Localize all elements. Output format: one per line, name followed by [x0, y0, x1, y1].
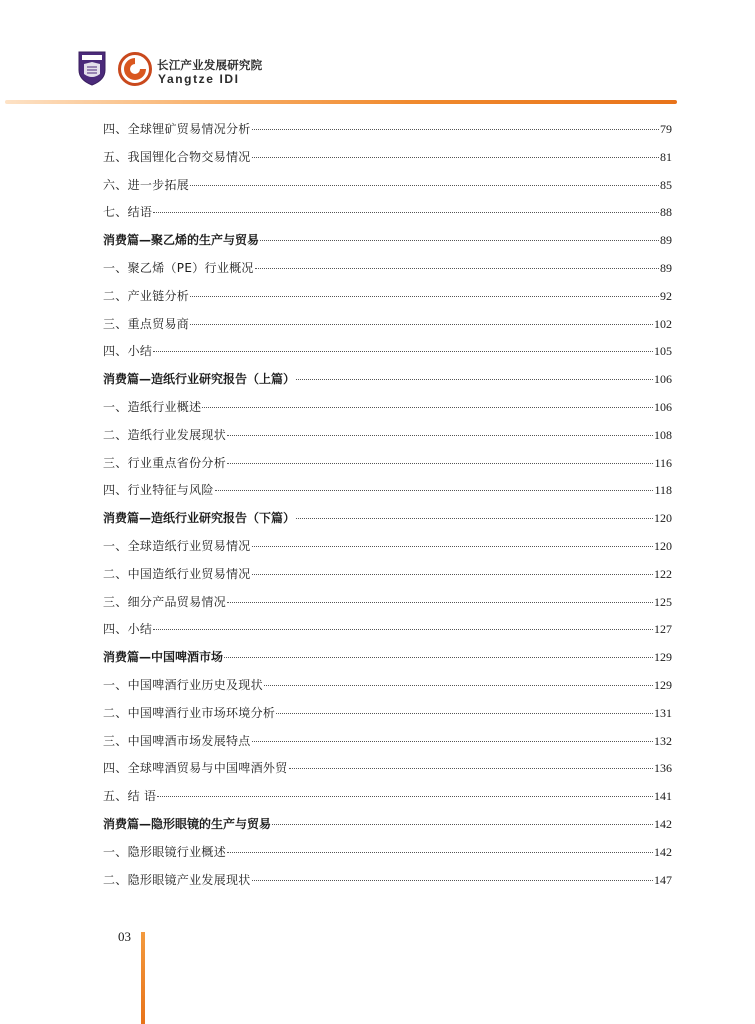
toc-entry[interactable] — [103, 728, 672, 756]
header-divider — [5, 100, 677, 104]
toc-entry-page: 147 — [654, 872, 672, 887]
toc-entry[interactable] — [103, 338, 672, 366]
toc-entry-page: 108 — [654, 427, 672, 442]
toc-entry-page: 88 — [660, 205, 672, 220]
toc-entry-page: 129 — [654, 677, 672, 692]
toc-entry-title: 二、造纸行业发展现状 — [103, 427, 227, 442]
toc-entry-title: 三、细分产品贸易情况 — [103, 594, 227, 609]
dot-leader — [190, 185, 659, 186]
toc-entry-title: 六、进一步拓展 — [103, 177, 190, 192]
toc-entry-title: 二、中国啤酒行业市场环境分析 — [103, 705, 276, 720]
toc-entry-title: 七、结语 — [103, 205, 153, 220]
toc-entry-title: 三、重点贸易商 — [103, 316, 190, 331]
toc-entry-title: 消费篇—聚乙烯的生产与贸易 — [103, 233, 260, 248]
org-name-en: Yangtze IDI — [158, 72, 240, 86]
toc-entry-title: 消费篇—造纸行业研究报告（上篇） — [103, 372, 296, 387]
toc-entry-title: 三、中国啤酒市场发展特点 — [103, 733, 251, 748]
dot-leader — [224, 657, 653, 658]
dot-leader — [202, 407, 653, 408]
dot-leader — [227, 852, 653, 853]
toc-entry-page: 106 — [654, 372, 672, 387]
toc-entry-page: 102 — [654, 316, 672, 331]
toc-entry-page: 122 — [654, 566, 672, 581]
page-number: 03 — [118, 929, 131, 944]
toc-entry[interactable] — [103, 672, 672, 700]
toc-entry-title: 五、结 语 — [103, 789, 157, 804]
toc-entry[interactable] — [103, 533, 672, 561]
toc-entry[interactable] — [103, 144, 672, 172]
toc-entry-title: 一、聚乙烯（PE）行业概况 — [103, 260, 254, 275]
toc-entry-page: 132 — [654, 733, 672, 748]
toc-entry-page: 142 — [654, 816, 672, 831]
dot-leader — [190, 296, 659, 297]
toc-entry[interactable] — [103, 199, 672, 227]
toc-entry-page: 89 — [660, 260, 672, 275]
toc-entry-title: 二、隐形眼镜产业发展现状 — [103, 872, 251, 887]
toc-entry-page: 142 — [654, 844, 672, 859]
toc-entry[interactable] — [103, 422, 672, 450]
toc-entry-page: 79 — [660, 122, 672, 136]
toc-entry-page: 120 — [654, 538, 672, 553]
toc-entry-title: 四、行业特征与风险 — [103, 483, 214, 498]
toc-entry-title: 四、小结 — [103, 344, 153, 359]
toc-entry-page: 125 — [654, 594, 672, 609]
toc-entry-page: 141 — [654, 789, 672, 804]
toc-entry-page: 105 — [654, 344, 672, 359]
toc-section-heading[interactable] — [103, 644, 672, 672]
toc-entry-page: 129 — [654, 650, 672, 665]
toc-entry-title: 三、行业重点省份分析 — [103, 455, 227, 470]
org-name-cn: 长江产业发展研究院 — [157, 58, 263, 72]
toc-entry[interactable] — [103, 783, 672, 811]
toc-entry-title: 一、造纸行业概述 — [103, 399, 202, 414]
toc-entry[interactable] — [103, 839, 672, 867]
toc-entry[interactable] — [103, 616, 672, 644]
toc-section-heading[interactable] — [103, 811, 672, 839]
toc-entry[interactable] — [103, 283, 672, 311]
toc-entry-page: 131 — [654, 705, 672, 720]
toc-entry-title: 消费篇—隐形眼镜的生产与贸易 — [103, 816, 272, 831]
toc-entry[interactable] — [103, 255, 672, 283]
toc-entry[interactable] — [103, 450, 672, 478]
table-of-contents — [103, 116, 672, 894]
toc-entry-title: 四、小结 — [103, 622, 153, 637]
dot-leader — [276, 713, 653, 714]
dot-leader — [264, 685, 653, 686]
yangtze-idi-logo-icon — [118, 52, 152, 86]
dot-leader — [260, 240, 659, 241]
toc-entry[interactable] — [103, 311, 672, 339]
toc-entry-page: 106 — [654, 399, 672, 414]
toc-entry-title: 消费篇—中国啤酒市场 — [103, 650, 224, 665]
toc-entry-page: 92 — [660, 288, 672, 303]
toc-entry-page: 136 — [654, 761, 672, 776]
dot-leader — [252, 157, 659, 158]
footer-accent-bar — [141, 932, 145, 1024]
dot-leader — [296, 379, 653, 380]
toc-entry-title: 四、全球锂矿贸易情况分析 — [103, 122, 251, 136]
dot-leader — [272, 824, 653, 825]
toc-entry-page: 89 — [660, 233, 672, 248]
toc-entry-title: 四、全球啤酒贸易与中国啤酒外贸 — [103, 761, 288, 776]
toc-entry[interactable] — [103, 172, 672, 200]
toc-entry-page: 120 — [654, 511, 672, 526]
toc-entry[interactable] — [103, 116, 672, 144]
toc-entry-title: 二、产业链分析 — [103, 288, 190, 303]
page-header — [0, 0, 755, 110]
toc-entry[interactable] — [103, 477, 672, 505]
toc-entry-title: 一、中国啤酒行业历史及现状 — [103, 677, 263, 692]
dot-leader — [153, 629, 653, 630]
toc-section-heading[interactable] — [103, 227, 672, 255]
toc-entry-page: 118 — [654, 483, 672, 498]
dot-leader — [296, 518, 653, 519]
dot-leader — [153, 212, 659, 213]
toc-entry-page: 116 — [654, 455, 672, 470]
toc-entry-title: 消费篇—造纸行业研究报告（下篇） — [103, 511, 296, 526]
dot-leader — [215, 490, 654, 491]
toc-entry[interactable] — [103, 755, 672, 783]
dot-leader — [227, 435, 653, 436]
toc-section-heading[interactable] — [103, 366, 672, 394]
toc-entry[interactable] — [103, 394, 672, 422]
toc-entry[interactable] — [103, 589, 672, 617]
toc-entry[interactable] — [103, 700, 672, 728]
dot-leader — [289, 768, 653, 769]
toc-entry[interactable] — [103, 867, 672, 895]
toc-entry-title: 二、中国造纸行业贸易情况 — [103, 566, 251, 581]
dot-leader — [227, 463, 653, 464]
dot-leader — [252, 546, 653, 547]
toc-entry-page: 127 — [654, 622, 672, 637]
toc-entry-page: 81 — [660, 149, 672, 164]
toc-entry-title: 一、隐形眼镜行业概述 — [103, 844, 227, 859]
dot-leader — [252, 129, 659, 130]
toc-entry-title: 一、全球造纸行业贸易情况 — [103, 538, 251, 553]
dot-leader — [190, 324, 653, 325]
dot-leader — [252, 880, 653, 881]
dot-leader — [252, 574, 653, 575]
dot-leader — [252, 741, 653, 742]
toc-section-heading[interactable] — [103, 505, 672, 533]
toc-entry[interactable] — [103, 561, 672, 589]
toc-entry-page: 85 — [660, 177, 672, 192]
dot-leader — [153, 351, 653, 352]
dot-leader — [255, 268, 659, 269]
dot-leader — [227, 602, 653, 603]
toc-entry-title: 五、我国锂化合物交易情况 — [103, 149, 251, 164]
university-shield-icon — [77, 50, 107, 86]
dot-leader — [157, 796, 653, 797]
